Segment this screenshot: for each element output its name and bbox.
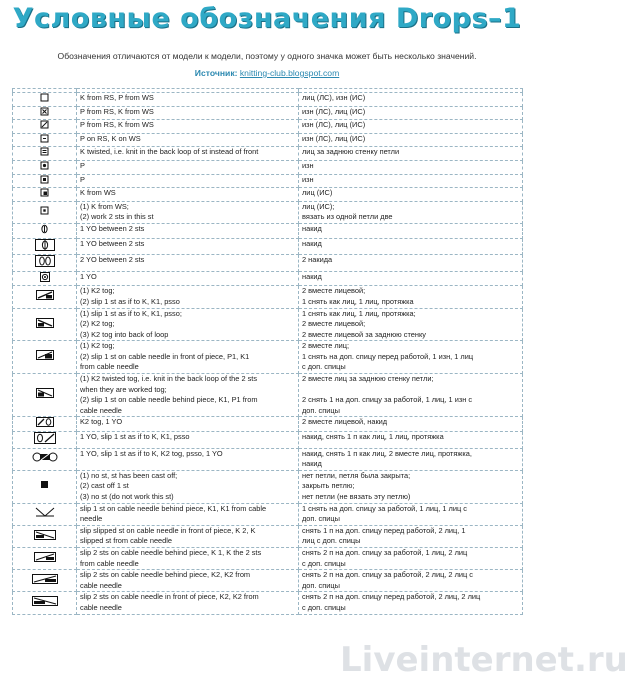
description-line: изн (ЛС), лиц (ИС) xyxy=(302,133,366,143)
description-line: лиц (ИС); xyxy=(302,201,335,211)
legend-row xyxy=(13,432,523,449)
description-line: P from RS, K from WS xyxy=(80,120,154,130)
cable-back-double-icon xyxy=(36,388,54,402)
twisted-knit-icon xyxy=(40,147,49,160)
legend-row xyxy=(13,201,523,223)
description-line: cable needle xyxy=(80,580,122,590)
legend-row xyxy=(13,271,523,286)
description-line: лиц за заднюю стенку петли xyxy=(302,147,400,157)
russian-description xyxy=(299,432,523,449)
legend-row xyxy=(13,238,523,255)
english-description xyxy=(77,160,299,174)
description-line: (1) no st, st has been cast off; xyxy=(80,470,178,480)
symbol-cell xyxy=(13,308,77,341)
yo-psso-icon xyxy=(34,432,56,448)
description-line: K from RS, P from WS xyxy=(80,93,154,102)
symbol-cell xyxy=(13,106,77,120)
double-square-icon xyxy=(40,206,49,219)
description-line: slip slipped st on cable needle in front of piece, K 2, K xyxy=(80,525,256,535)
legend-row xyxy=(13,547,523,569)
description-line: from cable needle xyxy=(80,558,139,568)
symbol-cell xyxy=(13,160,77,174)
legend-row xyxy=(13,223,523,238)
description-line: лиц (ЛС), изн (ИС) xyxy=(302,93,366,102)
symbol-cell xyxy=(13,238,77,255)
description-line: снять 2 п на доп. спицу за работой, 2 лиц, 2 лиц с xyxy=(302,570,474,580)
symbol-cell xyxy=(13,525,77,547)
russian-description xyxy=(299,188,523,202)
description-line: снять 2 п на доп. спицу перед работой, 2 лиц, 2 лиц xyxy=(302,592,481,602)
legend-row xyxy=(13,470,523,503)
description-line: P xyxy=(80,174,85,184)
russian-description xyxy=(299,160,523,174)
description-line: 2 вместе лиц за заднюю стенку петли; xyxy=(302,374,434,384)
symbol-cell xyxy=(13,133,77,147)
description-line: K2 tog, 1 YO xyxy=(80,417,123,427)
description-line: накид xyxy=(302,238,322,248)
english-description xyxy=(77,120,299,134)
legend-row xyxy=(13,106,523,120)
description-line: P xyxy=(80,160,85,170)
description-line: доп. спицы xyxy=(302,405,340,415)
english-description xyxy=(77,174,299,188)
two-ovals-square-icon xyxy=(35,255,55,271)
description-line: 2 накида xyxy=(302,255,333,265)
watermark: Liveinternet.ru xyxy=(340,640,628,680)
description-line: (2) slip 1 st on cable needle in front of piece, P1, K1 xyxy=(80,351,250,361)
diagonal-double-icon xyxy=(36,318,54,332)
legend-body xyxy=(13,89,523,615)
filled-center-square-icon xyxy=(40,175,49,188)
description-line: накид, снять 1 п как лиц, 1 лиц, протяжка xyxy=(302,432,444,442)
english-description xyxy=(77,417,299,432)
symbol-cell xyxy=(13,271,77,286)
russian-description xyxy=(299,271,523,286)
symbol-cell xyxy=(13,120,77,134)
symbol-cell xyxy=(13,201,77,223)
description-line: доп. спицы xyxy=(302,580,340,590)
description-line: P on RS, K on WS xyxy=(80,133,141,143)
symbols-legend-table xyxy=(12,88,523,615)
english-description xyxy=(77,448,299,470)
description-line: 2 вместе лиц; xyxy=(302,341,350,351)
description-line: 2 вместе лицевой; xyxy=(302,286,366,296)
legend-row xyxy=(13,255,523,272)
symbol-cell xyxy=(13,592,77,614)
english-description xyxy=(77,374,299,417)
russian-description xyxy=(299,341,523,374)
description-line: (1) slip 1 st as if to K, K1, psso; xyxy=(80,308,182,318)
english-description xyxy=(77,106,299,120)
description-line: изн xyxy=(302,174,314,184)
cable-2-1-left-icon xyxy=(34,530,56,544)
english-description xyxy=(77,503,299,525)
source-line xyxy=(0,68,534,78)
description-line: slipped st from cable needle xyxy=(80,536,173,546)
description-line: (3) no st (do not work this st) xyxy=(80,492,174,501)
yo-k2tog-yo-icon xyxy=(32,451,58,467)
description-line: 2 YO between 2 sts xyxy=(80,255,145,265)
symbol-cell xyxy=(13,547,77,569)
cable-2-1-right-icon xyxy=(34,552,56,566)
english-description xyxy=(77,238,299,255)
description-line: (1) K from WS; xyxy=(80,201,129,211)
symbol-cell xyxy=(13,93,77,107)
description-line: (1) K2 tog; xyxy=(80,341,115,351)
symbol-cell xyxy=(13,341,77,374)
symbol-cell xyxy=(13,174,77,188)
legend-row xyxy=(13,570,523,592)
description-line: (2) slip 1 st on cable needle behind piece, K1, P1 from xyxy=(80,395,258,405)
symbol-cell xyxy=(13,432,77,449)
symbol-cell xyxy=(13,570,77,592)
english-description xyxy=(77,188,299,202)
english-description xyxy=(77,570,299,592)
description-line: изн xyxy=(302,160,314,170)
description-line: нет петли, петля была закрыта; xyxy=(302,470,411,480)
description-line: изн (ЛС), лиц (ИС) xyxy=(302,106,366,116)
description-line: лиц (ИС) xyxy=(302,188,333,198)
description-line: 1 YO xyxy=(80,271,97,281)
description-line: slip 2 sts on cable needle in front of piece, K2, K2 from xyxy=(80,592,259,602)
description-line: с доп. спицы xyxy=(302,362,346,372)
description-line: slip 2 sts on cable needle behind piece, K 1, K the 2 sts xyxy=(80,547,262,557)
description-line: накид, снять 1 п как лиц, 2 вместе лиц, протяжка, xyxy=(302,448,472,458)
description-line: (2) work 2 sts in this st xyxy=(80,212,154,222)
english-description xyxy=(77,432,299,449)
russian-description xyxy=(299,286,523,308)
cable-cross-right-icon xyxy=(35,507,55,521)
symbol-cell xyxy=(13,286,77,308)
russian-description xyxy=(299,255,523,272)
description-line: 2 вместе лицевой, накид xyxy=(302,417,388,427)
legend-row xyxy=(13,374,523,417)
description-line: с доп. спицы xyxy=(302,558,346,568)
description-line: накид xyxy=(302,223,322,233)
description-line: slip 2 sts on cable needle behind piece, K2, K2 from xyxy=(80,570,251,580)
description-line: лиц с доп. спицы xyxy=(302,536,361,546)
description-line: (2) cast off 1 st xyxy=(80,481,129,491)
description-line: 1 снять как лиц, 1 лиц, протяжка xyxy=(302,296,414,306)
legend-row xyxy=(13,525,523,547)
symbol-cell xyxy=(13,448,77,470)
russian-description xyxy=(299,106,523,120)
description-line: вязать из одной петли две xyxy=(302,212,393,222)
description-line: 1 YO between 2 sts xyxy=(80,238,145,248)
description-line: needle xyxy=(80,514,103,524)
page-title: Условные обозначения Drops–1 xyxy=(12,3,522,34)
legend-row xyxy=(13,147,523,161)
legend-row xyxy=(13,448,523,470)
description-line: изн (ЛС), лиц (ИС) xyxy=(302,120,366,130)
description-line: 2 вместе лицевой; xyxy=(302,319,366,329)
cable-2-2-left-icon xyxy=(32,596,58,610)
description-line: P from RS, K from WS xyxy=(80,106,154,116)
description-line xyxy=(302,385,519,396)
russian-description xyxy=(299,120,523,134)
legend-row xyxy=(13,286,523,308)
description-line: when they are worked tog; xyxy=(80,384,167,394)
english-description xyxy=(77,592,299,614)
legend-row xyxy=(13,417,523,432)
russian-description xyxy=(299,547,523,569)
legend-row xyxy=(13,93,523,107)
legend-row xyxy=(13,188,523,202)
english-description xyxy=(77,470,299,503)
english-description xyxy=(77,547,299,569)
russian-description xyxy=(299,570,523,592)
legend-row xyxy=(13,308,523,341)
description-line: 1 YO between 2 sts xyxy=(80,223,145,233)
description-line: 1 YO, slip 1 st as if to K, K2 tog, psso, 1 YO xyxy=(80,448,223,458)
description-line: 1 снять как лиц, 1 лиц, протяжка; xyxy=(302,308,416,318)
english-description xyxy=(77,133,299,147)
russian-description xyxy=(299,503,523,525)
english-description xyxy=(77,255,299,272)
symbol-cell xyxy=(13,255,77,272)
source-link[interactable]: knitting-club.blogspot.com xyxy=(239,68,340,78)
legend-row xyxy=(13,133,523,147)
russian-description xyxy=(299,174,523,188)
legend-row xyxy=(13,592,523,614)
k2tog-yo-icon xyxy=(36,417,54,431)
bind-off-square-icon xyxy=(40,480,49,493)
russian-description xyxy=(299,147,523,161)
description-line: slip 1 st on cable needle behind piece, K1, K1 from cable xyxy=(80,503,267,513)
description-line: (2) K2 tog; xyxy=(80,319,115,329)
description-line: K twisted, i.e. knit in the back loop of st instead of front xyxy=(80,147,259,157)
description-line: снять 1 п на доп. спицу перед работой, 2 лиц, 1 xyxy=(302,525,466,535)
legend-row xyxy=(13,503,523,525)
english-description xyxy=(77,201,299,223)
ring-square-icon xyxy=(40,272,50,286)
legend-row xyxy=(13,174,523,188)
description-line: накид xyxy=(302,271,322,281)
x-square-icon xyxy=(40,107,49,120)
russian-description xyxy=(299,238,523,255)
russian-description xyxy=(299,223,523,238)
source-label: Источник: xyxy=(194,68,238,78)
oval-yo-icon xyxy=(40,224,49,238)
description-line: закрыть петлю; xyxy=(302,481,355,491)
description-line: K from WS xyxy=(80,188,116,198)
knit-empty-square-icon xyxy=(40,93,49,106)
symbol-cell xyxy=(13,374,77,417)
symbol-cell xyxy=(13,470,77,503)
description-line: cable needle xyxy=(80,405,122,415)
description-line: накид xyxy=(302,459,322,469)
russian-description xyxy=(299,93,523,107)
russian-description xyxy=(299,133,523,147)
symbol-cell xyxy=(13,147,77,161)
k2tog-double-icon xyxy=(36,290,54,304)
description-line: снять 2 п на доп. спицу за работой, 1 лиц, 2 лиц xyxy=(302,547,468,557)
russian-description xyxy=(299,448,523,470)
description-line: cable needle xyxy=(80,602,122,612)
english-description xyxy=(77,525,299,547)
description-line: (2) slip 1 st as if to K, K1, psso xyxy=(80,296,180,306)
dash-square-icon xyxy=(40,134,49,147)
page-subtitle: Обозначения отличаются от модели к модели, поэтому у одного значка может быть несколько значений. xyxy=(57,51,477,61)
russian-description xyxy=(299,374,523,417)
description-line: from cable needle xyxy=(80,362,139,372)
legend-row xyxy=(13,120,523,134)
english-description xyxy=(77,286,299,308)
russian-description xyxy=(299,470,523,503)
english-description xyxy=(77,341,299,374)
description-line: доп. спицы xyxy=(302,514,340,524)
english-description xyxy=(77,308,299,341)
symbol-cell xyxy=(13,188,77,202)
russian-description xyxy=(299,525,523,547)
filled-corner-square-icon xyxy=(40,188,49,201)
symbol-cell xyxy=(13,417,77,432)
legend-row xyxy=(13,341,523,374)
dot-square-icon xyxy=(40,161,49,174)
description-line: нет петли (не вязать эту петлю) xyxy=(302,492,411,501)
english-description xyxy=(77,223,299,238)
english-description xyxy=(77,147,299,161)
symbol-cell xyxy=(13,223,77,238)
russian-description xyxy=(299,201,523,223)
english-description xyxy=(77,93,299,107)
description-line: 2 снять 1 на доп. спицу за работой, 1 лиц, 1 изн с xyxy=(302,395,473,405)
slash-square-icon xyxy=(40,120,49,133)
description-line: 1 YO, slip 1 st as if to K, K1, psso xyxy=(80,432,190,442)
description-line: с доп. спицы xyxy=(302,602,346,612)
russian-description xyxy=(299,308,523,341)
double-oval-square-icon xyxy=(35,239,55,255)
legend-row xyxy=(13,160,523,174)
cable-front-double-icon xyxy=(36,350,54,364)
description-line: 2 вместе лицевой за заднюю стенку xyxy=(302,329,426,339)
english-description xyxy=(77,271,299,286)
description-line: 1 снять на доп. спицу за работой, 1 лиц, 1 лиц с xyxy=(302,503,467,513)
russian-description xyxy=(299,592,523,614)
description-line: 1 снять на доп. спицу перед работой, 1 изн, 1 лиц xyxy=(302,351,474,361)
russian-description xyxy=(299,417,523,432)
cable-2-2-right-icon xyxy=(32,574,58,588)
symbol-cell xyxy=(13,503,77,525)
description-line: (1) K2 tog; xyxy=(80,286,115,296)
description-line: (3) K2 tog into back of loop xyxy=(80,329,169,339)
description-line: (1) K2 twisted tog, i.e. knit in the back loop of the 2 sts xyxy=(80,374,258,384)
